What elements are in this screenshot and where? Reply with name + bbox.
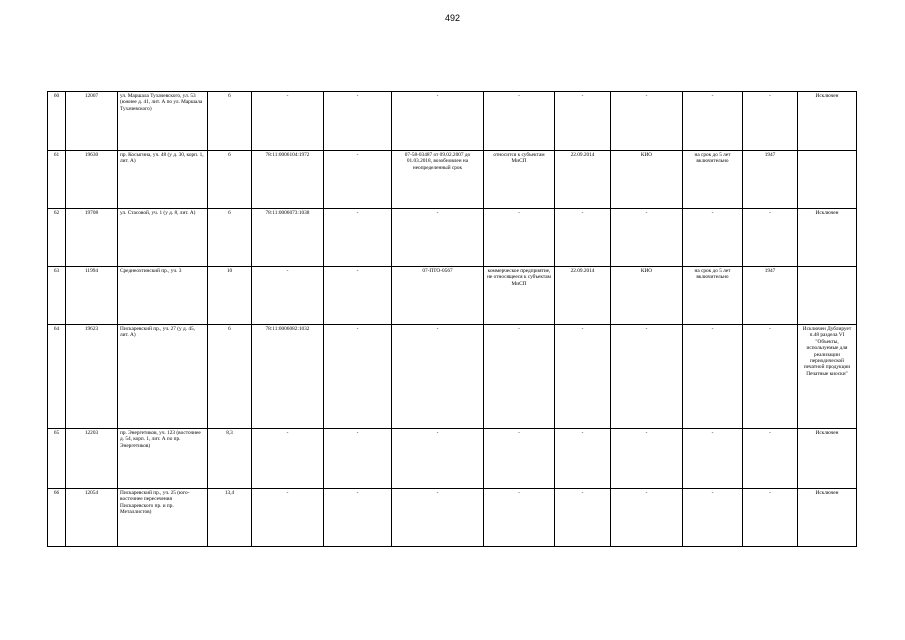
cell-address: пр. Энергетиков, уч. 123 (восточнее д. 54, корп. 1, лит. А по пр. Энергетиков): [118, 429, 208, 489]
cell-note: [798, 151, 857, 209]
cell-subject: относится к субъектам МиСП: [484, 151, 555, 209]
cell-contract: 07-ПТО-0567: [392, 267, 484, 325]
cell-col6: -: [324, 267, 392, 325]
table-row: [48, 429, 857, 489]
cell-address: ул. Стасовой, уч. 1 (у д. 8, лит. А): [118, 209, 208, 267]
cell-area: 6: [208, 209, 252, 267]
cell-authority: -: [611, 429, 683, 489]
cell-area: 8,3: [208, 429, 252, 489]
cell-code: 12007: [66, 92, 118, 151]
cell-col6: -: [324, 92, 392, 151]
cell-date: -: [555, 92, 611, 151]
cell-col6: -: [324, 489, 392, 547]
cell-area: 6: [208, 325, 252, 429]
cell-address: Пискаревский пр., уч. 25 (юго-восточнее пересечения Пискаревского пр. и пр. Металлистов): [118, 489, 208, 547]
cell-authority: -: [611, 489, 683, 547]
table-row: [48, 92, 857, 151]
cell-contract: -: [392, 325, 484, 429]
cell-subject: -: [484, 92, 555, 151]
cell-contract: -: [392, 429, 484, 489]
cell-area: 6: [208, 92, 252, 151]
cell-cadastral: 78:11:0006104:1972: [252, 151, 324, 209]
cell-date: 22.09.2014: [555, 151, 611, 209]
cell-no: 61: [48, 151, 66, 209]
cell-code: 19623: [66, 325, 118, 429]
cell-area: 6: [208, 151, 252, 209]
cell-contract: -: [392, 209, 484, 267]
cell-address: Среднеохтинский пр., уч. 3: [118, 267, 208, 325]
cell-authority: -: [611, 92, 683, 151]
table-row: [48, 209, 857, 267]
cell-col12: -: [743, 489, 798, 547]
cell-cadastral: -: [252, 267, 324, 325]
cell-no: 60: [48, 92, 66, 151]
cell-date: 22.09.2014: [555, 267, 611, 325]
cell-cadastral: -: [252, 92, 324, 151]
cell-term: -: [683, 92, 743, 151]
registry-table: [47, 91, 857, 547]
cell-authority: КИО: [611, 151, 683, 209]
cell-code: 12054: [66, 489, 118, 547]
cell-col12: -: [743, 92, 798, 151]
cell-note: Исключен: [798, 92, 857, 151]
table-row: [48, 325, 857, 429]
cell-term: -: [683, 325, 743, 429]
cell-code: 19630: [66, 151, 118, 209]
cell-col6: -: [324, 151, 392, 209]
table-row: [48, 151, 857, 209]
cell-subject: -: [484, 209, 555, 267]
cell-term: на срок до 5 лет включительно: [683, 151, 743, 209]
cell-cadastral: 78:11:0006073:1038: [252, 209, 324, 267]
cell-authority: КИО: [611, 267, 683, 325]
cell-code: 19708: [66, 209, 118, 267]
cell-no: 63: [48, 267, 66, 325]
cell-subject: коммерческое предприятие, не относящееся к субъектам МиСП: [484, 267, 555, 325]
cell-subject: -: [484, 429, 555, 489]
table-row: [48, 267, 857, 325]
table-row: [48, 489, 857, 547]
cell-date: -: [555, 325, 611, 429]
cell-cadastral: 78:11:0006082:1032: [252, 325, 324, 429]
cell-note: [798, 267, 857, 325]
cell-note: Исключен Дублирует п.48 раздела VI "Объекты, используемые для реализации периодической печатной продукции Печатные киоски": [798, 325, 857, 429]
cell-col12: 1947: [743, 267, 798, 325]
cell-contract: -: [392, 92, 484, 151]
cell-address: Пискаревский пр., уч. 27 (у д. 45, лит. А): [118, 325, 208, 429]
cell-code: 12203: [66, 429, 118, 489]
cell-date: -: [555, 429, 611, 489]
cell-contract: -: [392, 489, 484, 547]
cell-no: 65: [48, 429, 66, 489]
cell-area: 10: [208, 267, 252, 325]
cell-col6: -: [324, 209, 392, 267]
cell-col6: -: [324, 429, 392, 489]
page-number: 492: [444, 13, 461, 23]
cell-term: на срок до 5 лет включительно: [683, 267, 743, 325]
cell-subject: -: [484, 325, 555, 429]
cell-col12: -: [743, 209, 798, 267]
cell-code: 11994: [66, 267, 118, 325]
cell-authority: -: [611, 325, 683, 429]
cell-date: -: [555, 489, 611, 547]
cell-cadastral: -: [252, 489, 324, 547]
cell-date: -: [555, 209, 611, 267]
cell-authority: -: [611, 209, 683, 267]
cell-term: -: [683, 429, 743, 489]
cell-no: 62: [48, 209, 66, 267]
cell-address: пр. Косыгина, уч. 48 (у д. 30, корп. 1, лит. А): [118, 151, 208, 209]
cell-cadastral: -: [252, 429, 324, 489]
cell-note: Исключен: [798, 489, 857, 547]
cell-no: 64: [48, 325, 66, 429]
cell-contract: 07-58-03487 от 09.02.2007 до 01.03.2018, возобновлен на неопределенный срок: [392, 151, 484, 209]
cell-note: Исключен: [798, 209, 857, 267]
cell-area: 13,4: [208, 489, 252, 547]
cell-address: ул. Маршала Тухачевского, ул. 53 (южнее д. 41, лит. А по ул. Маршала Тухачевского): [118, 92, 208, 151]
cell-term: -: [683, 489, 743, 547]
cell-term: -: [683, 209, 743, 267]
cell-col12: -: [743, 429, 798, 489]
cell-subject: -: [484, 489, 555, 547]
cell-no: 66: [48, 489, 66, 547]
cell-col12: -: [743, 325, 798, 429]
cell-col6: -: [324, 325, 392, 429]
cell-note: Исключен: [798, 429, 857, 489]
cell-col12: 1947: [743, 151, 798, 209]
